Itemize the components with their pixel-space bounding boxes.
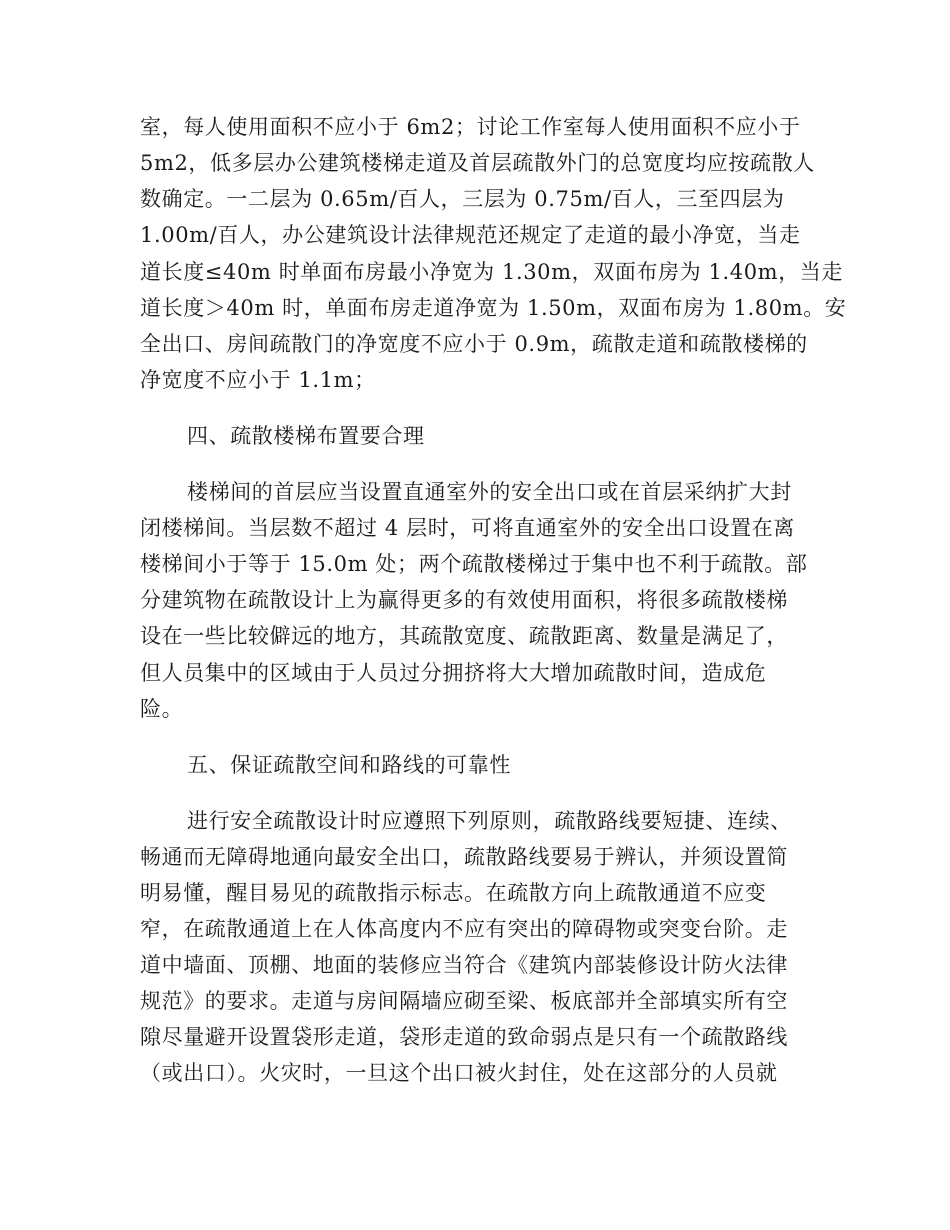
paragraph-line: 明易懂，醒目易见的疏散指示标志。在疏散方向上疏散通道不应变 [140,881,767,905]
paragraph-line: 规范》的要求。走道与房间隔墙应砌至梁、板底部并全部填实所有空 [140,989,788,1013]
paragraph-line: 但人员集中的区域由于人员过分拥挤将大大增加疏散时间，造成危 [140,661,767,685]
section-heading: 四、疏散楼梯布置要合理 [187,424,425,448]
paragraph-line: 分建筑物在疏散设计上为赢得更多的有效使用面积，将很多疏散楼梯 [140,588,788,612]
paragraph-line: 净宽度不应小于 1.1m； [140,368,376,392]
paragraph-line: 闭楼梯间。当层数不超过 4 层时，可将直通室外的安全出口设置在离 [140,516,795,540]
paragraph-line: （或出口）。火灾时，一旦这个出口被火封住，处在这部分的人员就 [140,1061,778,1085]
paragraph-line: 险。 [140,697,184,721]
paragraph-line: 楼梯间小于等于 15.0m 处；两个疏散楼梯过于集中也不利于疏散。部 [140,552,808,576]
paragraph-line: 道长度＞40m 时，单面布房走道净宽为 1.50m，双面布房为 1.80m。安 [140,296,847,320]
paragraph-line: 楼梯间的首层应当设置直通室外的安全出口或在首层采纳扩大封 [187,480,792,504]
paragraph-line: 室，每人使用面积不应小于 6m2；讨论工作室每人使用面积不应小于 [140,115,801,139]
paragraph-line: 数确定。一二层为 0.65m/百人，三层为 0.75m/百人，三至四层为 [140,187,785,211]
paragraph-line: 设在一些比较僻远的地方，其疏散宽度、疏散距离、数量是满足了， [140,624,788,648]
paragraph-line: 5m2，低多层办公建筑楼梯走道及首层疏散外门的总宽度均应按疏散人 [140,151,815,175]
section-heading: 五、保证疏散空间和路线的可靠性 [187,753,511,777]
paragraph-line: 道中墙面、顶棚、地面的装修应当符合《建筑内部装修设计防火法律 [140,953,788,977]
paragraph-line: 进行安全疏散设计时应遵照下列原则，疏散路线要短捷、连续、 [187,809,792,833]
paragraph-line: 全出口、房间疏散门的净宽度不应小于 0.9m，疏散走道和疏散楼梯的 [140,332,808,356]
paragraph-line: 道长度≤40m 时单面布房最小净宽为 1.30m，双面布房为 1.40m，当走 [140,260,843,284]
paragraph-line: 畅通而无障碍地通向最安全出口，疏散路线要易于辨认，并须设置简 [140,845,788,869]
paragraph-line: 1.00m/百人，办公建筑设计法律规范还规定了走道的最小净宽，当走 [140,223,801,247]
paragraph-line: 隙尽量避开设置袋形走道，袋形走道的致命弱点是只有一个疏散路线 [140,1025,788,1049]
paragraph-line: 窄，在疏散通道上在人体高度内不应有突出的障碍物或突变台阶。走 [140,917,788,941]
